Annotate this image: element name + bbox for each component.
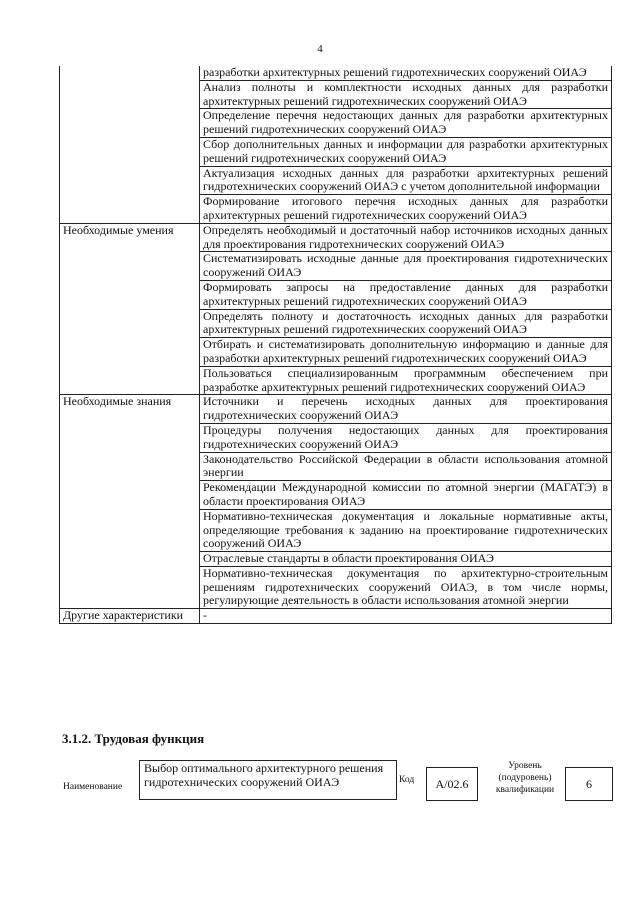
- section-heading: 3.1.2. Трудовая функция: [62, 731, 205, 746]
- row-label: [60, 195, 200, 224]
- row-label: [60, 481, 200, 510]
- row-text: Отбирать и систематизировать дополнительную информацию и данные для разработки архитектурных решений гидротехнических сооружений ОИАЭ: [200, 338, 612, 367]
- function-code: A/02.6: [426, 767, 478, 801]
- skills-label: Необходимые умения: [60, 223, 200, 252]
- row-label: [60, 423, 200, 452]
- qualification-level-label: Уровень (подуровень) квалификации: [495, 761, 555, 795]
- row-text: -: [200, 609, 612, 624]
- row-text: Определять полноту и достаточность исходных данных для разработки архитектурных решений гидротехнических сооружений ОИАЭ: [200, 309, 612, 338]
- row-text: Нормативно-техническая документация по архитектурно-строительным решениям гидротехнических сооружений ОИАЭ, в том числе нормы, регулирующие деятельность в области использования атомной энергии: [200, 566, 612, 608]
- row-label: [60, 280, 200, 309]
- row-text: Формировать запросы на предоставление данных для разработки архитектурных решений гидротехнических сооружений ОИАЭ: [200, 280, 612, 309]
- row-label: [60, 366, 200, 395]
- row-text: Определять необходимый и достаточный набор источников исходных данных для проектирования гидротехнических сооружений ОИАЭ: [200, 223, 612, 252]
- code-label: Код: [399, 775, 415, 785]
- page-number: 4: [317, 43, 323, 55]
- function-name: Выбор оптимального архитектурного решения гидротехнических сооружений ОИАЭ: [139, 760, 397, 800]
- row-label: [60, 509, 200, 551]
- row-label: [60, 252, 200, 281]
- row-label: [60, 66, 200, 80]
- row-label: [60, 566, 200, 608]
- row-text: Законодательство Российской Федерации в области использования атомной энергии: [200, 452, 612, 481]
- row-text: Анализ полноты и комплектности исходных данных для разработки архитектурных решений гидротехнических сооружений ОИАЭ: [200, 80, 612, 109]
- row-label: [60, 452, 200, 481]
- row-text: разработки архитектурных решений гидротехнических сооружений ОИАЭ: [200, 66, 612, 80]
- row-text: Систематизировать исходные данные для проектирования гидротехнических сооружений ОИАЭ: [200, 252, 612, 281]
- row-text: Нормативно-техническая документация и локальные нормативные акты, определяющие требования к заданию на проектирование гидротехнических сооружений ОИАЭ: [200, 509, 612, 551]
- row-text: Формирование итогового перечня исходных данных для разработки архитектурных решений гидротехнических сооружений ОИАЭ: [200, 195, 612, 224]
- row-text: Процедуры получения недостающих данных для проектирования гидротехнических сооружений ОИАЭ: [200, 423, 612, 452]
- row-text: Рекомендации Международной комиссии по атомной энергии (МАГАТЭ) в области проектирования ОИАЭ: [200, 481, 612, 510]
- competency-table: [59, 66, 612, 624]
- row-label: [60, 338, 200, 367]
- other-characteristics-label: Другие характеристики: [60, 609, 200, 624]
- row-text: Определение перечня недостающих данных для разработки архитектурных решений гидротехнических сооружений ОИАЭ: [200, 109, 612, 138]
- row-label: [60, 137, 200, 166]
- row-label: [60, 166, 200, 195]
- knowledge-label: Необходимые знания: [60, 395, 200, 424]
- row-label: [60, 80, 200, 109]
- row-label: [60, 552, 200, 567]
- row-label: [60, 309, 200, 338]
- row-text: Отраслевые стандарты в области проектирования ОИАЭ: [200, 552, 612, 567]
- row-text: Пользоваться специализированным программным обеспечением при разработке архитектурных решений гидротехнических сооружений ОИАЭ: [200, 366, 612, 395]
- labor-function-header: [0, 760, 640, 820]
- name-label: Наименование: [63, 782, 123, 792]
- row-label: [60, 109, 200, 138]
- row-text: Актуализация исходных данных для разработки архитектурных решений гидротехнических сооружений ОИАЭ с учетом дополнительной информации: [200, 166, 612, 195]
- qualification-level: 6: [565, 767, 613, 801]
- row-text: Сбор дополнительных данных и информации для разработки архитектурных решений гидротехнических сооружений ОИАЭ: [200, 137, 612, 166]
- row-text: Источники и перечень исходных данных для проектирования гидротехнических сооружений ОИАЭ: [200, 395, 612, 424]
